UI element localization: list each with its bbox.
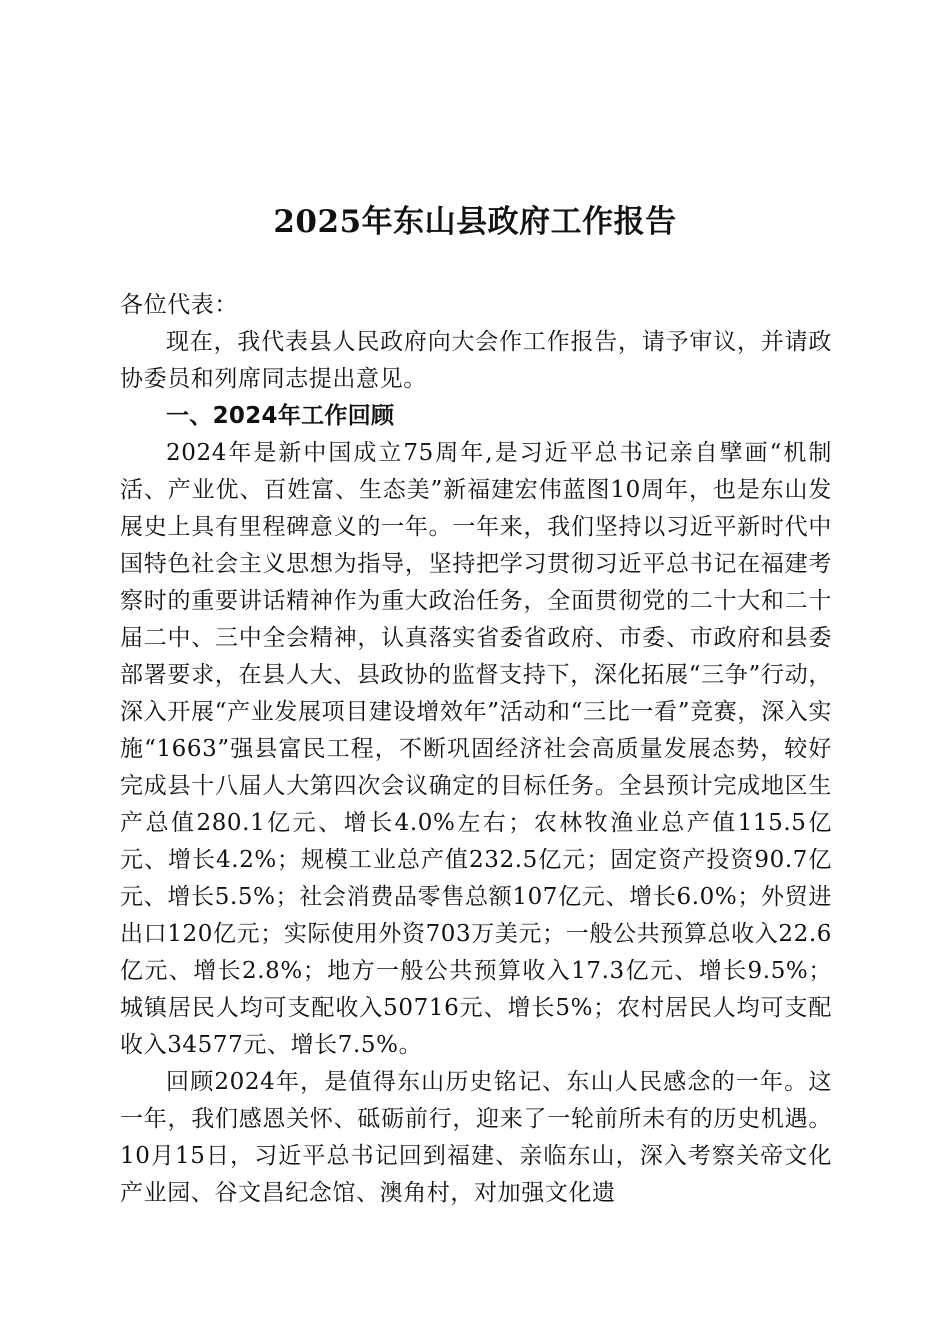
salutation: 各位代表： — [120, 292, 238, 318]
paragraph: 回顾2024年，是值得东山历史铭记、东山人民感念的一年。这一年，我们感恩关怀、砥砺前行，迎来了一轮前所未有的历史机遇。10月15日，习近平总书记回到福建、亲临东山，深入考察关帝文化产业园、谷文昌纪念馆、澳角村，对加强文化遗 — [120, 1069, 832, 1206]
section-heading: 一、2024年工作回顾 — [166, 403, 395, 429]
intro-paragraph: 现在，我代表县人民政府向大会作工作报告，请予审议，并请政协委员和列席同志提出意见。 — [120, 329, 832, 392]
page-title: 2025年东山县政府工作报告 — [273, 204, 677, 240]
paragraph: 2024年是新中国成立75周年,是习近平总书记亲自擘画“机制活、产业优、百姓富、生态美”新福建宏伟蓝图10周年，也是东山发展史上具有里程碑意义的一年。一年来，我们坚持以习近平新时代中国特色社会主义思想为指导，坚持把学习贯彻习近平总书记在福建考察时的重要讲话精神作为重大政治任务，全面贯彻党的二十大和二十届二中、三中全会精神，认真落实省委省政府、市委、市政府和县委部署要求，在县人大、县政协的监督支持下，深化拓展“三争”行动，深入开展“产业发展项目建设增效年”活动和“三比一看”竞赛，深入实施“1663”强县富民工程，不断巩固经济社会高质量发展态势，较好完成县十八届人大第四次会议确定的目标任务。全县预计完成地区生产总值280.1亿元、增长4.0%左右；农林牧渔业总产值115.5亿元、增长4.2%；规模工业总产值232.5亿元；固定资产投资90.7亿元、增长5.5%；社会消费品零售总额107亿元、增长6.0%；外贸进出口120亿元；实际使用外资703万美元；一般公共预算总收入22.6亿元、增长2.8%；地方一般公共预算收入17.3亿元、增长9.5%；城镇居民人均可支配收入50716元、增长5%；农村居民人均可支配收入34577元、增长7.5%。 — [120, 440, 832, 1058]
document-body — [120, 287, 832, 1212]
